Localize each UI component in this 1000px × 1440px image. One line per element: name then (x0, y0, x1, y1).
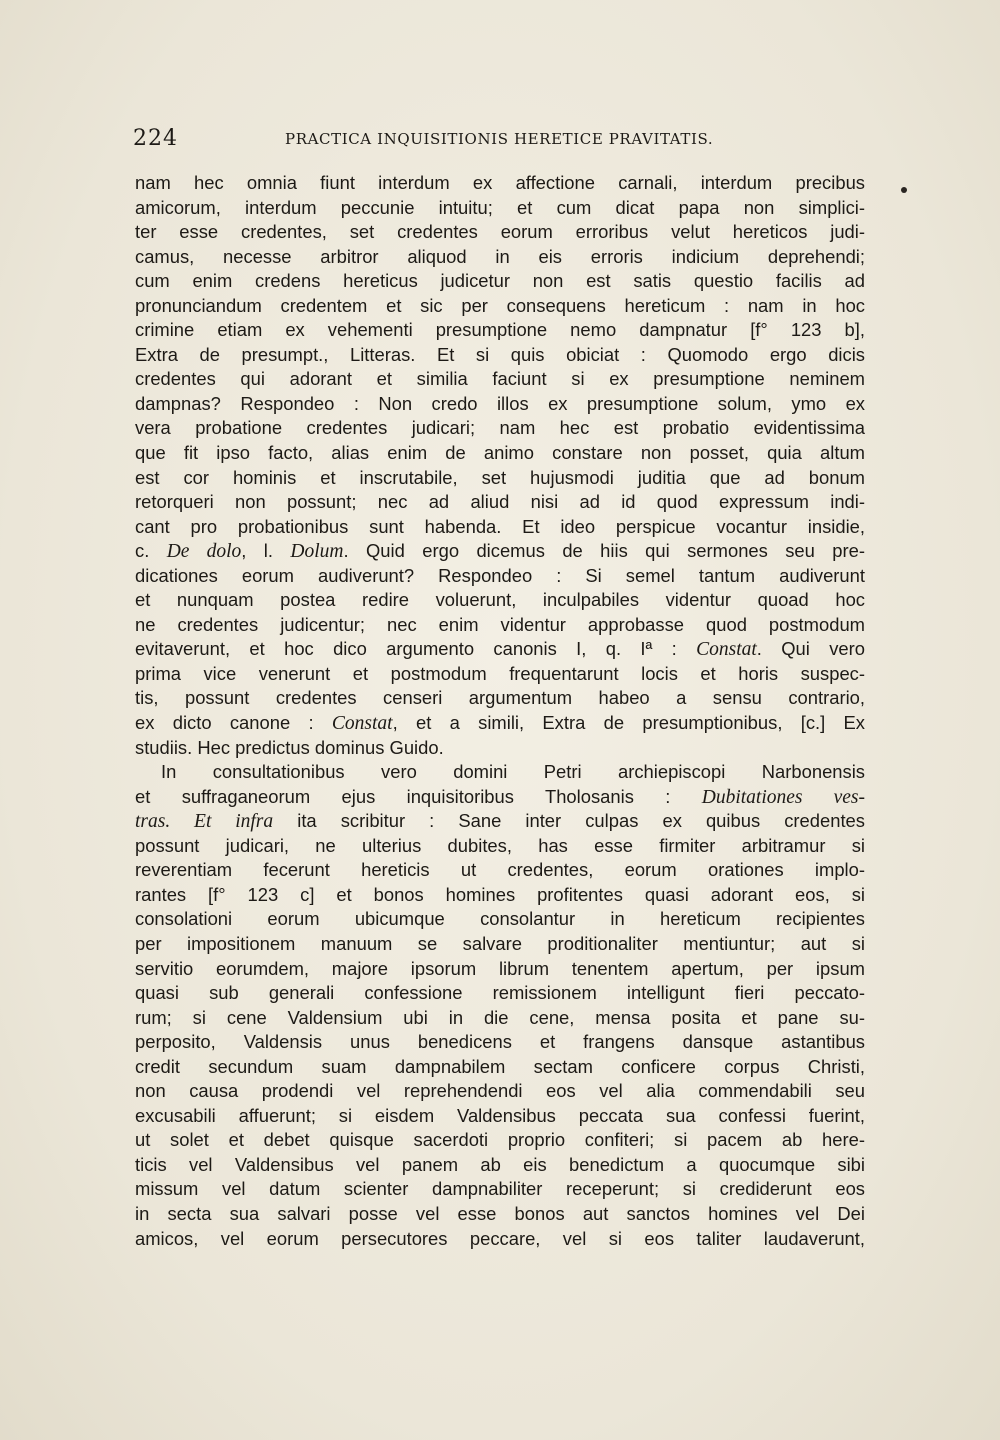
text-line (135, 834, 865, 859)
text-run: et suffraganeorum ejus inquisitoribus Tholosanis : (135, 785, 702, 807)
text-line (135, 515, 865, 540)
text-line (135, 539, 865, 564)
text-line (135, 367, 865, 392)
ink-speck (901, 187, 907, 193)
text-run: tis, possunt credentes censeri argumentum habeo a sensu contrario, (135, 687, 865, 709)
text-line (135, 1104, 865, 1129)
text-run: . Qui vero (756, 638, 865, 660)
running-title: PRACTICA INQUISITIONIS HERETICE PRAVITATIS. (285, 130, 714, 148)
text-line (135, 686, 865, 711)
text-line (135, 466, 865, 491)
text-line (135, 416, 865, 441)
text-run: ut solet et debet quisque sacerdoti proprio confiteri; si pacem ab here- (135, 1129, 865, 1151)
text-run: retorqueri non possunt; nec ad aliud nisi ad id quod expressum indi- (135, 491, 865, 513)
text-line (135, 343, 865, 368)
text-run: dicationes eorum audiverunt? Respondeo : Si semel tantum audiverunt (135, 564, 865, 586)
text-run: credit secundum suam dampnabilem sectam conficere corpus Christi, (135, 1055, 865, 1077)
text-run: excusabili affuerunt; si eisdem Valdensibus peccata sua confessi fuerint, (135, 1104, 865, 1126)
text-line (135, 441, 865, 466)
italic-citation: Dolum (290, 541, 344, 563)
text-run: per impositionem manuum se salvare proditionaliter mentiuntur; aut si (135, 932, 865, 954)
text-run: credentes qui adorant et similia faciunt si ex presumptione neminem (135, 368, 865, 390)
text-line (135, 1128, 865, 1153)
text-run: perposito, Valdensis unus benedicens et frangens dansque astantibus (135, 1031, 865, 1053)
text-run: prima vice venerunt et postmodum frequentarunt locis et horis suspec- (135, 662, 865, 684)
text-run: camus, necesse arbitror aliquod in eis erroris indicium deprehendi; (135, 245, 865, 267)
text-run: nam hec omnia fiunt interdum ex affectione carnali, interdum precibus (135, 172, 865, 193)
italic-citation: Dubitationes ves- (701, 786, 865, 808)
text-line (135, 785, 865, 810)
text-line (135, 245, 865, 270)
text-run: consolationi eorum ubicumque consolantur in hereticum recipientes (135, 908, 865, 930)
text-run: ita scribitur : Sane inter culpas ex quibus credentes (273, 810, 865, 832)
text-line (135, 760, 865, 785)
text-line (135, 637, 865, 662)
text-run: reverentiam fecerunt hereticis ut credentes, eorum orationes implo- (135, 859, 865, 881)
text-run: , l. (241, 540, 291, 562)
text-run: servitio eorumdem, majore ipsorum librum tenentem apertum, per ipsum (135, 957, 865, 979)
text-run: vera probatione credentes judicari; nam hec est probatio evidentissima (135, 417, 865, 439)
italic-citation: tras. Et infra (135, 811, 274, 833)
text-line (135, 981, 865, 1006)
text-run: Extra de presumpt., Litteras. Et si quis obiciat : Quomodo ergo dicis (135, 343, 865, 365)
text-run: pronunciandum credentem et sic per consequens hereticum : nam in hoc (135, 294, 865, 316)
text-run: ex dicto canone : (135, 712, 332, 734)
text-line (135, 809, 865, 834)
italic-citation: Constat (331, 713, 393, 735)
text-run: cum enim credens hereticus judicetur non est satis questio facilis ad (135, 270, 865, 292)
text-run: cant pro probationibus sunt habenda. Et ideo perspicue vocantur insidie, (135, 515, 865, 537)
text-line (135, 392, 865, 417)
text-line (135, 1202, 865, 1227)
text-line (135, 1079, 865, 1104)
text-line (135, 588, 865, 613)
text-run: quasi sub generali confessione remissionem intelligunt fieri peccato- (135, 982, 865, 1004)
text-line (135, 932, 865, 957)
text-run: est cor hominis et inscrutabile, set hujusmodi juditia que ad bonum (135, 466, 865, 488)
text-run: missum vel datum scienter dampnabiliter receperunt; si crediderunt eos (135, 1178, 865, 1200)
text-line (135, 318, 865, 343)
text-run: In consultationibus vero domini Petri archiepiscopi Narbonensis (161, 761, 865, 783)
page-header (133, 126, 863, 156)
text-line (135, 220, 865, 245)
text-line (135, 613, 865, 638)
text-run: dampnas? Respondeo : Non credo illos ex presumptione solum, ymo ex (135, 392, 865, 414)
text-run: et nunquam postea redire voluerunt, inculpabiles videntur quoad hoc (135, 589, 865, 611)
text-line (135, 736, 865, 761)
text-run: evitaverunt, et hoc dico argumento canonis I, q. Iª : (135, 638, 697, 660)
text-line (135, 1030, 865, 1055)
text-run: ter esse credentes, set credentes eorum erroribus velut hereticos judi- (135, 221, 865, 243)
text-run: amicos, vel eorum persecutores peccare, vel si eos taliter laudaverunt, (135, 1227, 865, 1249)
text-run: non causa prodendi vel reprehendendi eos vel alia commendabili seu (135, 1080, 865, 1102)
body-text (135, 171, 865, 1251)
text-line (135, 1227, 865, 1252)
text-line (135, 1153, 865, 1178)
text-line (135, 662, 865, 687)
italic-citation: Constat (696, 639, 757, 661)
text-line (135, 269, 865, 294)
text-line (135, 196, 865, 221)
text-line (135, 564, 865, 589)
text-run: ne credentes judicentur; nec enim videntur approbasse quod postmodum (135, 613, 865, 635)
text-run: rum; si cene Valdensium ubi in die cene, mensa posita et pane su- (135, 1006, 865, 1028)
text-run: crimine etiam ex vehementi presumptione nemo dampnatur [f° 123 b], (135, 319, 865, 341)
page-number: 224 (133, 126, 178, 151)
text-run: . Quid ergo dicemus de hiis qui sermones seu pre- (343, 540, 865, 562)
text-line (135, 294, 865, 319)
text-line (135, 957, 865, 982)
text-run: ticis vel Valdensibus vel panem ab eis benedictum a quocumque sibi (135, 1153, 865, 1175)
text-line (135, 1006, 865, 1031)
text-line (135, 711, 865, 736)
text-run: in secta sua salvari posse vel esse bonos aut sanctos homines vel Dei (135, 1202, 865, 1224)
text-run: amicorum, interdum peccunie intuitu; et cum dicat papa non simplici- (135, 196, 865, 218)
text-run: , et a simili, Extra de presumptionibus, [c.] Ex (392, 712, 866, 734)
text-line (135, 171, 865, 196)
text-run: studiis. Hec predictus dominus Guido. (135, 736, 444, 758)
text-line (135, 883, 865, 908)
text-line (135, 1055, 865, 1080)
text-run: que fit ipso facto, alias enim de animo constare non posset, quia altum (135, 442, 865, 464)
text-line (135, 907, 865, 932)
text-run: possunt judicari, ne ulterius dubites, has esse firmiter arbitramur si (135, 834, 865, 856)
italic-citation: De dolo (166, 541, 242, 563)
text-line (135, 1177, 865, 1202)
text-line (135, 858, 865, 883)
text-line (135, 490, 865, 515)
text-run: c. (135, 540, 167, 562)
text-run: rantes [f° 123 c] et bonos homines profitentes quasi adorant eos, si (135, 883, 865, 905)
